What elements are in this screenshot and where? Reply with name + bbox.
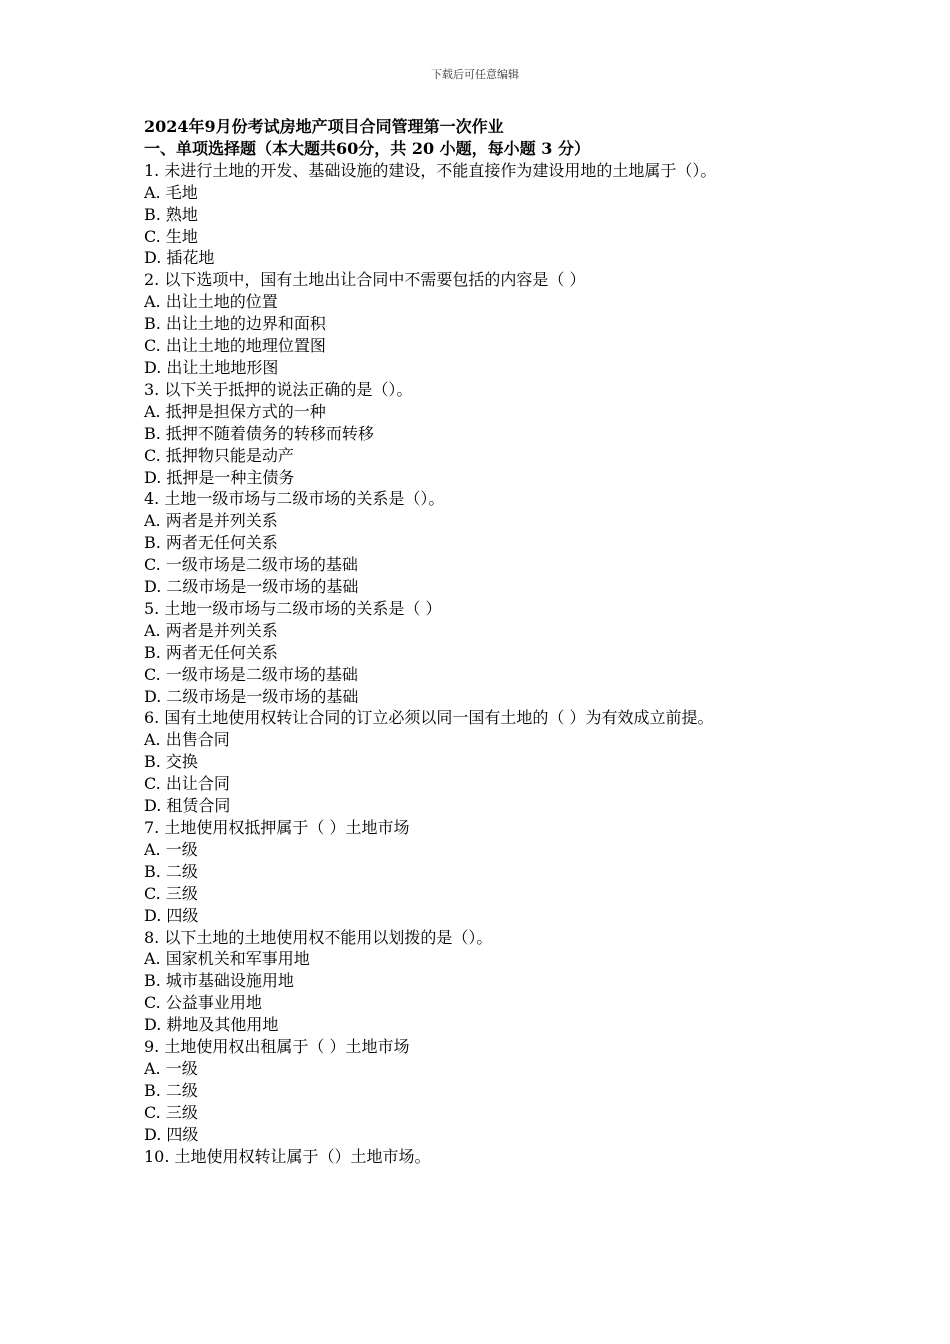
answer-option: C. 出让土地的地理位置图 <box>144 336 326 356</box>
answer-option: C. 出让合同 <box>144 774 230 794</box>
answer-option: B. 两者无任何关系 <box>144 533 278 553</box>
answer-option: B. 城市基础设施用地 <box>144 971 294 991</box>
answer-option: D. 耕地及其他用地 <box>144 1015 279 1035</box>
answer-option: B. 交换 <box>144 752 198 772</box>
answer-option: B. 抵押不随着债务的转移而转移 <box>144 423 374 443</box>
question-stem: 8. 以下土地的土地使用权不能用以划拨的是（）。 <box>144 927 493 947</box>
answer-option: B. 两者无任何关系 <box>144 642 278 662</box>
answer-option: D. 抵押是一种主债务 <box>144 467 295 487</box>
answer-option: C. 公益事业用地 <box>144 993 262 1013</box>
question-stem: 10. 土地使用权转让属于（）土地市场。 <box>144 1146 431 1166</box>
answer-option: A. 抵押是担保方式的一种 <box>144 401 326 421</box>
answer-option: A. 一级 <box>144 1058 198 1078</box>
question-list <box>144 160 804 1168</box>
answer-option: D. 二级市场是一级市场的基础 <box>144 577 359 597</box>
question-stem: 5. 土地一级市场与二级市场的关系是（ ） <box>144 598 442 618</box>
document-title: 2024年9月份考试房地产项目合同管理第一次作业 <box>144 117 504 136</box>
answer-option: C. 抵押物只能是动产 <box>144 445 294 465</box>
question-stem: 3. 以下关于抵押的说法正确的是（）。 <box>144 379 413 399</box>
answer-option: C. 一级市场是二级市场的基础 <box>144 555 358 575</box>
answer-option: A. 国家机关和军事用地 <box>144 949 310 969</box>
page-header: 下载后可任意编辑 <box>431 68 519 81</box>
question-stem: 6. 国有土地使用权转让合同的订立必须以同一国有土地的（ ）为有效成立前提。 <box>144 708 714 728</box>
answer-option: C. 生地 <box>144 226 198 246</box>
answer-option: D. 四级 <box>144 1124 199 1144</box>
answer-option: B. 二级 <box>144 1080 198 1100</box>
answer-option: D. 二级市场是一级市场的基础 <box>144 686 359 706</box>
answer-option: D. 插花地 <box>144 248 215 268</box>
answer-option: C. 一级市场是二级市场的基础 <box>144 664 358 684</box>
answer-option: D. 出让土地地形图 <box>144 357 279 377</box>
answer-option: A. 两者是并列关系 <box>144 620 278 640</box>
answer-option: A. 一级 <box>144 839 198 859</box>
answer-option: D. 租赁合同 <box>144 796 231 816</box>
document-body <box>144 116 804 1168</box>
answer-option: C. 三级 <box>144 883 198 903</box>
section-heading: 一、单项选择题（本大题共60分，共 20 小题，每小题 3 分） <box>144 138 590 158</box>
answer-option: A. 毛地 <box>144 182 198 202</box>
question-stem: 2. 以下选项中，国有土地出让合同中不需要包括的内容是（ ） <box>144 270 586 290</box>
question-stem: 1. 未进行土地的开发、基础设施的建设，不能直接作为建设用地的土地属于（）。 <box>144 160 717 180</box>
answer-option: A. 出让土地的位置 <box>144 292 278 312</box>
answer-option: B. 出让土地的边界和面积 <box>144 314 326 334</box>
answer-option: C. 三级 <box>144 1102 198 1122</box>
answer-option: B. 二级 <box>144 861 198 881</box>
question-stem: 4. 土地一级市场与二级市场的关系是（）。 <box>144 489 445 509</box>
answer-option: B. 熟地 <box>144 204 198 224</box>
answer-option: A. 出售合同 <box>144 730 230 750</box>
answer-option: A. 两者是并列关系 <box>144 511 278 531</box>
question-stem: 9. 土地使用权出租属于（ ）土地市场 <box>144 1037 410 1057</box>
answer-option: D. 四级 <box>144 905 199 925</box>
question-stem: 7. 土地使用权抵押属于（ ）土地市场 <box>144 818 410 837</box>
